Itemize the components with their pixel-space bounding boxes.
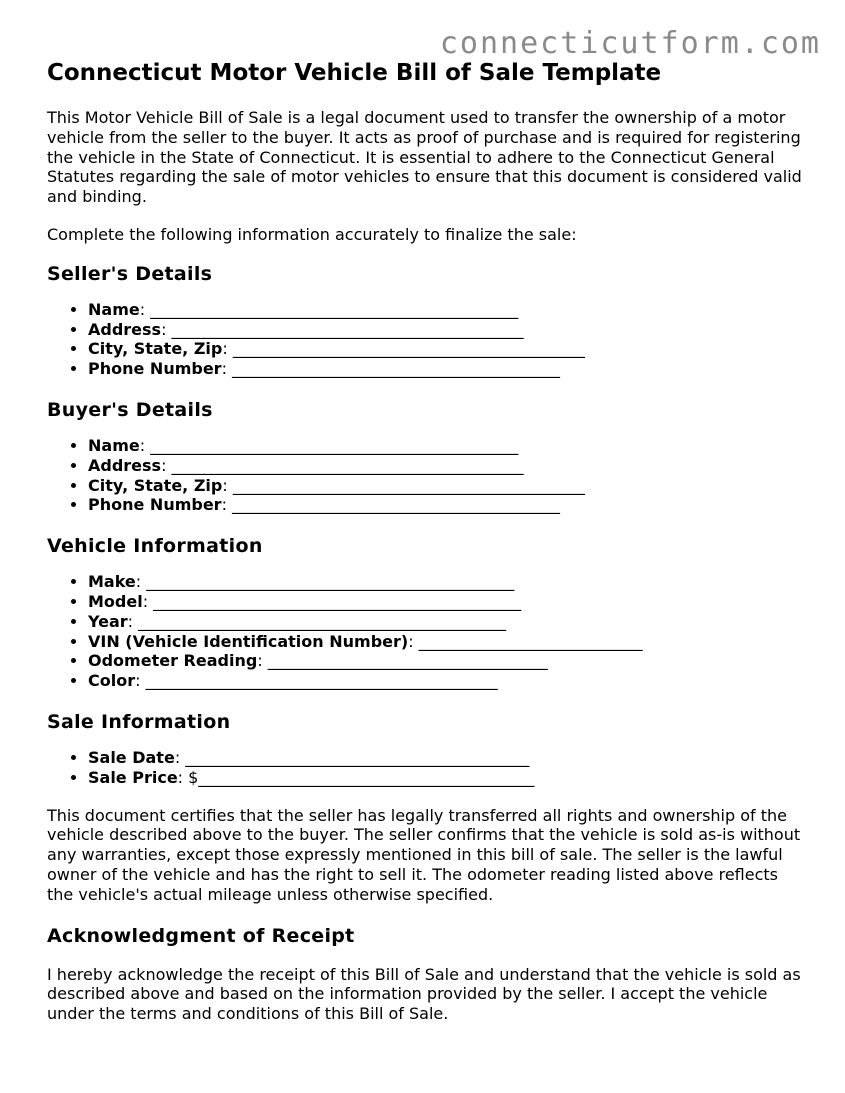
vehicle-make-field — [88, 572, 807, 592]
seller-heading: Seller's Details — [47, 262, 213, 285]
sale-price-field — [88, 768, 807, 788]
buyer-address-field — [88, 456, 807, 476]
seller-address-field — [88, 320, 807, 340]
fill-blank: : ____________________________________________ — [161, 455, 524, 475]
vehicle-color-field — [88, 671, 807, 691]
fill-blank: : ______________________________________________ — [142, 591, 522, 611]
fill-blank: : ______________________________________________ — [139, 299, 519, 319]
fill-blank: : ___________________________________ — [257, 651, 548, 671]
buyer-city-state-zip-field — [88, 476, 807, 496]
fill-blank: : ______________________________________________ — [139, 435, 519, 455]
site-watermark: connecticutform.com — [439, 26, 821, 61]
field-label: City, State, Zip — [88, 339, 223, 359]
fill-blank: : ____________________________________________ — [222, 475, 585, 495]
sale-heading: Sale Information — [47, 710, 231, 733]
fill-blank: : _________________________________________ — [221, 359, 561, 379]
acknowledgment-heading: Acknowledgment of Receipt — [47, 924, 355, 947]
seller-city-state-zip-field — [88, 339, 807, 359]
field-label: Sale Date — [88, 747, 175, 767]
fill-blank: : ____________________________________________ — [135, 671, 498, 691]
page-title: Connecticut Motor Vehicle Bill of Sale Template — [47, 60, 662, 86]
field-label: Phone Number — [88, 359, 222, 379]
field-label: Address — [88, 455, 162, 475]
fill-blank: : _________________________________________ — [221, 495, 561, 515]
seller-name-field — [88, 300, 807, 320]
buyer-phone-field — [88, 495, 807, 515]
field-label: City, State, Zip — [88, 475, 223, 495]
intro-paragraph: This Motor Vehicle Bill of Sale is a legal document used to transfer the ownership of a motor vehicle from the seller to the buyer. It acts as proof of purchase and is required for registering the vehicle in the State of Connecticut. It is essential to adhere to the Connecticut General Statutes regarding the sale of motor vehicles to ensure that this document is considered valid and binding. — [47, 108, 802, 207]
fill-blank: : ______________________________________________ — [135, 572, 515, 592]
fill-blank: : ___________________________________________ — [174, 747, 530, 767]
field-label: Year — [88, 611, 128, 631]
buyer-name-field — [88, 436, 807, 456]
field-label: Address — [88, 319, 162, 339]
field-label: Name — [88, 435, 140, 455]
field-label: Odometer Reading — [88, 651, 258, 671]
acknowledgment-paragraph: I hereby acknowledge the receipt of this Bill of Sale and understand that the vehicle is sold as described above and based on the information provided by the seller. I accept the vehicle under the terms and conditions of this Bill of Sale. — [47, 964, 801, 1024]
field-label: Color — [88, 671, 136, 691]
fill-blank: : ______________________________________________ — [127, 611, 507, 631]
vehicle-heading: Vehicle Information — [47, 535, 263, 558]
field-label: Make — [88, 572, 136, 592]
vehicle-odometer-field — [88, 651, 807, 671]
sale-date-field — [88, 748, 807, 768]
fill-blank: : $__________________________________________ — [177, 767, 535, 787]
fill-blank: : ____________________________________________ — [161, 319, 524, 339]
vehicle-year-field — [88, 612, 807, 632]
vehicle-model-field — [88, 592, 807, 612]
field-label: Name — [88, 299, 140, 319]
seller-field-list — [47, 300, 807, 379]
vehicle-vin-field — [88, 632, 807, 652]
buyer-field-list — [47, 436, 807, 515]
instruction-paragraph: Complete the following information accurately to finalize the sale: — [47, 224, 577, 244]
field-label: Sale Price — [88, 767, 178, 787]
field-label: Model — [88, 591, 143, 611]
seller-phone-field — [88, 359, 807, 379]
field-label: Phone Number — [88, 495, 222, 515]
certification-paragraph: This document certifies that the seller has legally transferred all rights and ownership of the vehicle described above to the buyer. The seller confirms that the vehicle is sold as-is without any warranties, except those expressly mentioned in this bill of sale. The seller is the lawful owner of the vehicle and has the right to sell it. The odometer reading listed above reflects the vehicle's actual mileage unless otherwise specified. — [47, 805, 801, 904]
fill-blank: : ____________________________________________ — [222, 339, 585, 359]
sale-field-list — [47, 748, 807, 788]
buyer-heading: Buyer's Details — [47, 398, 213, 421]
vehicle-field-list — [47, 572, 807, 691]
fill-blank: : ____________________________ — [408, 631, 643, 651]
document-page — [47, 56, 807, 1024]
field-label: VIN (Vehicle Identification Number) — [88, 631, 409, 651]
